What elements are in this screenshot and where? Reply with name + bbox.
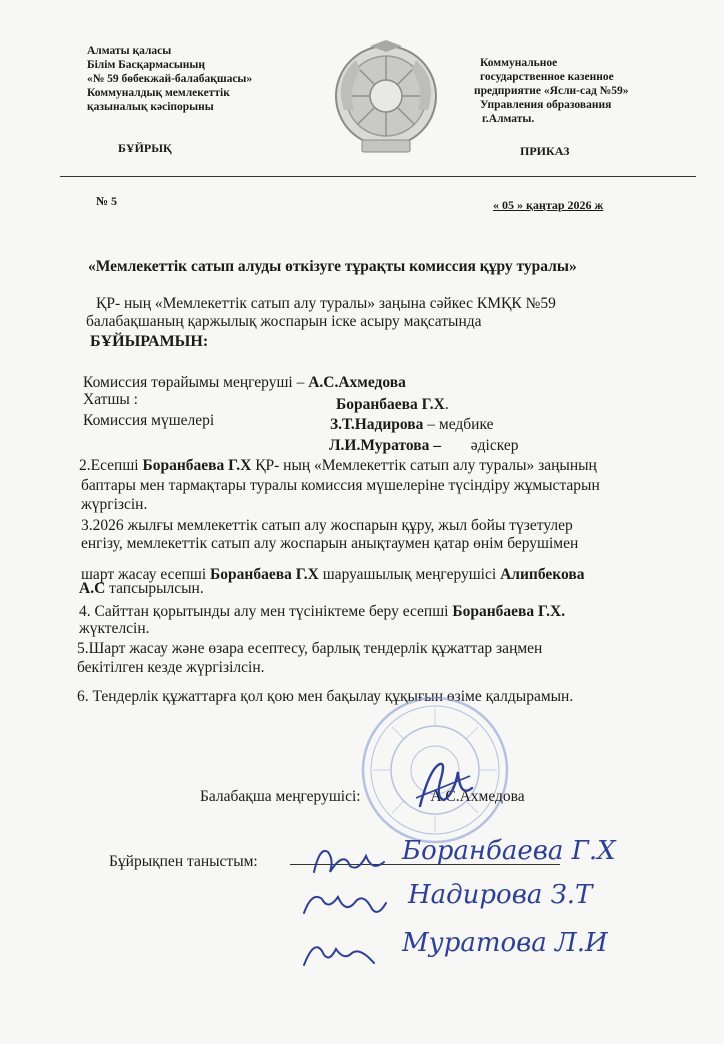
item-3-line: енгізу, мемлекеттік сатып алу жоспарын анықтаумен қатар өнім берушімен bbox=[81, 535, 579, 552]
handwritten-name: Боранбаева Г.Х bbox=[402, 836, 616, 866]
member-name: З.Т.Надирова bbox=[330, 416, 424, 433]
header-kz-organization bbox=[87, 44, 252, 114]
chair-name: А.С.Ахмедова bbox=[308, 374, 406, 391]
item-text: ҚР- ның «Мемлекеттік сатып алу туралы» заңының bbox=[251, 457, 597, 474]
header-left-line: Алматы қаласы bbox=[87, 45, 172, 57]
item-6-line: 6. Тендерлік құжаттарға қол қою мен бақылау құқығын өзіме қалдырамын. bbox=[77, 688, 574, 705]
header-left-line: Білім Басқармасының bbox=[87, 59, 206, 71]
secretary-suffix: . bbox=[444, 396, 449, 413]
item-text: тапсырылсын. bbox=[105, 580, 204, 597]
handwritten-signature-icon bbox=[310, 842, 390, 882]
handwritten-name: Муратова Л.И bbox=[402, 928, 608, 958]
item-3-line: 3.2026 жылғы мемлекеттік сатып алу жоспарын құру, жыл бойы түзетулер bbox=[81, 517, 573, 534]
item-4-line bbox=[79, 603, 565, 620]
item-text: 4. Сайттан қорытынды алу мен түсініктеме беру есепші bbox=[79, 603, 453, 620]
order-label-kz: БҰЙРЫҚ bbox=[118, 141, 172, 155]
commission-chair-row bbox=[83, 374, 406, 391]
handwritten-signature-icon bbox=[300, 885, 390, 925]
handwritten-name: Надирова З.Т bbox=[408, 880, 593, 910]
item-name: Боранбаева Г.Х. bbox=[452, 603, 566, 620]
order-label-ru: ПРИКАЗ bbox=[520, 144, 570, 158]
item-4-line: жүктелсін. bbox=[79, 620, 150, 637]
secretary-name: Боранбаева Г.Х bbox=[336, 396, 445, 413]
header-right-line: предприятие «Ясли-сад №59» bbox=[474, 85, 629, 97]
order-date: « 05 » қаңтар 2026 ж bbox=[493, 198, 604, 212]
order-number: № 5 bbox=[96, 194, 118, 208]
secretary-label: Хатшы : bbox=[83, 391, 138, 408]
item-text: шаруашылық меңгерушісі bbox=[318, 566, 501, 583]
header-divider bbox=[60, 176, 696, 177]
header-left-line: «№ 59 бөбекжай-балабақшасы» bbox=[87, 73, 253, 85]
head-name: А.С.Ахмедова bbox=[430, 788, 525, 805]
decree-heading: БҰЙЫРАМЫН: bbox=[90, 333, 209, 350]
member-row bbox=[330, 416, 493, 433]
header-right-line: государственное казенное bbox=[480, 71, 614, 83]
member-role: – медбике bbox=[423, 416, 494, 433]
header-right-line: Коммунальное bbox=[480, 57, 558, 69]
item-2-line: баптары мен тармақтары туралы комиссия мүшелеріне түсіндіру жұмыстарын bbox=[81, 477, 600, 494]
item-2-line: жүргізсін. bbox=[81, 496, 148, 513]
item-name: Боранбаева Г.Х bbox=[210, 566, 319, 583]
item-2-line bbox=[79, 457, 597, 474]
kazakhstan-state-emblem-icon bbox=[330, 40, 442, 158]
item-name: А.С bbox=[79, 580, 106, 597]
preamble-line: балабақшаның қаржылық жоспарын іске асыру мақсатында bbox=[86, 313, 482, 330]
header-ru-organization bbox=[474, 56, 628, 126]
item-5-line: бекітілген кезде жүргізілсін. bbox=[77, 659, 265, 676]
item-text: шарт жасау есепші bbox=[81, 566, 211, 583]
head-label: Балабақша меңгерушісі: bbox=[200, 788, 361, 805]
header-right-line: Управления образования bbox=[480, 99, 612, 111]
header-right-line: г.Алматы. bbox=[482, 113, 535, 125]
member-role: әдіскер bbox=[470, 437, 519, 454]
item-3-line bbox=[79, 580, 204, 597]
header-left-line: қазыналық кәсіпорыны bbox=[87, 101, 214, 113]
secretary-row bbox=[336, 396, 449, 413]
chair-label: Комиссия төрайымы меңгеруші – bbox=[83, 374, 305, 391]
document-title: «Мемлекеттік сатып алуды өткізуге тұрақты комиссия құру туралы» bbox=[88, 258, 577, 275]
item-5-line: 5.Шарт жасау және өзара есептесу, барлық тендерлік құжаттар заңмен bbox=[77, 640, 543, 657]
header-left-line: Коммуналдық мемлекеттік bbox=[87, 87, 230, 99]
member-row bbox=[329, 437, 519, 454]
item-text: 2.Есепші bbox=[79, 457, 143, 474]
preamble-line: ҚР- ның «Мемлекеттік сатып алу туралы» заңына сәйкес КМҚК №59 bbox=[96, 295, 556, 312]
member-name: Л.И.Муратова – bbox=[329, 437, 442, 454]
item-name: Алипбекова bbox=[500, 566, 585, 583]
members-label: Комиссия мүшелері bbox=[83, 412, 215, 429]
acquainted-label: Бұйрықпен таныстым: bbox=[109, 853, 258, 870]
handwritten-signature-icon bbox=[300, 935, 380, 975]
handwritten-signature-icon bbox=[410, 758, 480, 814]
item-name: Боранбаева Г.Х bbox=[142, 457, 252, 474]
